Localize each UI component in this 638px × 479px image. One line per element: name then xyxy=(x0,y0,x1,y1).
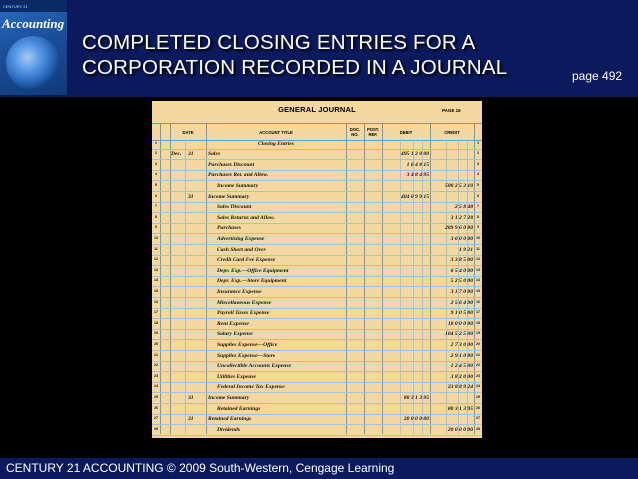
credit-amount: 2 5 6 4 90 xyxy=(450,299,473,306)
row-number-left: 27 xyxy=(154,416,158,421)
row-number-left: 14 xyxy=(154,278,158,283)
journal-row xyxy=(152,171,482,182)
row-number-left: 25 xyxy=(154,394,158,399)
row-number-right: 14 xyxy=(476,278,480,283)
account-title: Sales xyxy=(208,151,221,158)
row-number-right: 4 xyxy=(477,172,479,177)
credit-amount: 18 0 0 0 00 xyxy=(447,320,473,327)
row-number-right: 7 xyxy=(477,204,479,209)
journal-row xyxy=(152,425,482,436)
row-number-left: 28 xyxy=(154,426,158,431)
book-cover-title: Accounting xyxy=(2,16,65,31)
journal-row xyxy=(152,234,482,245)
row-number-left: 23 xyxy=(154,373,158,378)
credit-amount: 9 1 0 5 00 xyxy=(450,310,473,317)
row-number-right: 8 xyxy=(477,214,479,219)
account-title: Cash Short and Over xyxy=(217,246,266,253)
slide-title xyxy=(82,30,552,80)
row-number-left: 5 xyxy=(155,182,157,187)
credit-amount: 3 8 2 0 00 xyxy=(450,373,473,380)
account-title: Income Summary xyxy=(208,193,250,200)
account-title: Salary Expense xyxy=(217,331,253,338)
journal-row xyxy=(152,287,482,298)
credit-amount: 80 3 1 3 95 xyxy=(447,405,473,412)
row-number-right: 12 xyxy=(476,257,480,262)
credit-amount: 20 0 0 0 00 xyxy=(447,426,473,433)
row-number-left: 7 xyxy=(155,204,157,209)
journal-row xyxy=(152,203,482,214)
account-title: Miscellaneous Expense xyxy=(217,299,272,306)
journal-row xyxy=(152,383,482,394)
account-title: Uncollectible Accounts Expense xyxy=(217,363,292,370)
credit-amount: 3 6 0 0 00 xyxy=(450,235,473,242)
row-number-right: 10 xyxy=(476,235,480,240)
debit-amount: 495 1 2 0 00 xyxy=(401,151,429,158)
general-journal xyxy=(152,101,482,438)
row-number-right: 9 xyxy=(477,225,479,230)
credit-amount: 104 5 2 5 00 xyxy=(445,331,473,338)
date-day: 31 xyxy=(188,416,194,423)
journal-row xyxy=(152,340,482,351)
row-number-left: 13 xyxy=(154,267,158,272)
account-title: Depr. Exp.—Store Equipment xyxy=(217,278,287,285)
row-number-left: 26 xyxy=(154,405,158,410)
row-number-right: 5 xyxy=(477,182,479,187)
slide-footer: CENTURY 21 ACCOUNTING © 2009 South-Western, Cengage Learning xyxy=(0,458,638,479)
journal-row xyxy=(152,213,482,224)
row-number-left: 4 xyxy=(155,172,157,177)
row-number-right: 6 xyxy=(477,193,479,198)
row-number-right: 17 xyxy=(476,310,480,315)
account-title: Sales Returns and Allow. xyxy=(217,214,275,221)
debit-amount: 80 3 1 3 95 xyxy=(403,394,429,401)
date-day: 31 xyxy=(188,151,194,158)
account-title: Federal Income Tax Expense xyxy=(217,384,285,391)
row-number-right: 16 xyxy=(476,299,480,304)
journal-row xyxy=(152,309,482,320)
row-number-right: 26 xyxy=(476,405,480,410)
journal-row xyxy=(152,192,482,203)
debit-amount: 20 0 0 0 00 xyxy=(403,416,429,423)
debit-amount: 1 6 4 8 15 xyxy=(406,161,429,168)
row-number-left: 6 xyxy=(155,193,157,198)
journal-row xyxy=(152,319,482,330)
row-number-right: 13 xyxy=(476,267,480,272)
account-title: Advertising Expense xyxy=(217,235,265,242)
date-month: Dec. xyxy=(171,151,182,158)
row-number-right: 25 xyxy=(476,394,480,399)
journal-row xyxy=(152,224,482,235)
journal-row xyxy=(152,245,482,256)
journal-row xyxy=(152,404,482,415)
row-number-left: 17 xyxy=(154,310,158,315)
slide-title-line-1: COMPLETED CLOSING ENTRIES FOR A xyxy=(82,31,476,54)
row-number-right: 20 xyxy=(476,341,480,346)
journal-row xyxy=(152,181,482,192)
post-ref-column-header: POST. REF. xyxy=(366,127,380,137)
journal-row xyxy=(152,266,482,277)
account-title: Credit Card Fee Expense xyxy=(217,257,276,264)
credit-amount: 3 1 2 7 28 xyxy=(450,214,473,221)
row-number-right: 19 xyxy=(476,331,480,336)
journal-row xyxy=(152,372,482,383)
journal-row xyxy=(152,330,482,341)
date-column-header: DATE xyxy=(182,129,194,135)
credit-amount: 23 8 8 9 24 xyxy=(447,384,473,391)
row-number-left: 18 xyxy=(154,320,158,325)
row-number-left: 9 xyxy=(155,225,157,230)
account-title: Dividends xyxy=(217,426,240,433)
credit-amount: 1 9 21 xyxy=(459,246,473,253)
account-title: Purchases xyxy=(217,225,241,232)
row-number-left: 12 xyxy=(154,257,158,262)
account-title: Retained Earnings xyxy=(208,416,252,423)
book-cover-small-text: CENTURY 21 xyxy=(3,4,28,9)
row-number-left: 21 xyxy=(154,352,158,357)
row-number-left: 10 xyxy=(154,235,158,240)
account-title: Supplies Expense—Store xyxy=(217,352,276,359)
journal-page-label: PAGE 16 xyxy=(442,108,461,113)
journal-row xyxy=(152,351,482,362)
credit-amount: 3 1 7 0 00 xyxy=(450,288,473,295)
account-title-column-header: ACCOUNT TITLE xyxy=(259,129,293,135)
account-title: Payroll Taxes Expense xyxy=(217,310,270,317)
row-number-left: 24 xyxy=(154,384,158,389)
row-number-right: 22 xyxy=(476,363,480,368)
row-number-left: 11 xyxy=(154,246,158,251)
account-title: Insurance Expense xyxy=(217,288,262,295)
account-title: Rent Expense xyxy=(217,320,249,327)
row-number-right: 11 xyxy=(476,246,480,251)
journal-row xyxy=(152,256,482,267)
journal-row xyxy=(152,393,482,404)
credit-amount: 209 9 6 0 00 xyxy=(445,225,473,232)
row-number-right: 15 xyxy=(476,288,480,293)
account-title: Purchases Ret. and Allow. xyxy=(208,172,269,179)
credit-amount: 5 2 5 0 00 xyxy=(450,278,473,285)
account-title: Retained Earnings xyxy=(217,405,261,412)
row-number-right: 18 xyxy=(476,320,480,325)
row-number-right: 23 xyxy=(476,373,480,378)
journal-row xyxy=(152,362,482,373)
account-title: Sales Discount xyxy=(217,204,252,211)
credit-column-header: CREDIT xyxy=(444,129,460,135)
slide-header xyxy=(0,0,638,97)
row-number-left: 1 xyxy=(155,140,157,145)
row-number-left: 8 xyxy=(155,214,157,219)
row-number-left: 20 xyxy=(154,341,158,346)
row-number-right: 27 xyxy=(476,416,480,421)
credit-amount: 2 7 3 0 00 xyxy=(450,341,473,348)
date-day: 31 xyxy=(188,394,194,401)
credit-amount: 6 5 4 0 00 xyxy=(450,267,473,274)
row-number-right: 1 xyxy=(477,140,479,145)
date-day: 31 xyxy=(188,193,194,200)
journal-row xyxy=(152,415,482,426)
account-title: Utilities Expense xyxy=(217,373,257,380)
journal-row xyxy=(152,298,482,309)
credit-amount: 3 3 8 5 00 xyxy=(450,257,473,264)
page-reference: page 492 xyxy=(572,69,623,83)
journal-row xyxy=(152,150,482,161)
account-title: Purchases Discount xyxy=(208,161,255,168)
credit-amount: 1 2 4 5 00 xyxy=(450,363,473,370)
book-cover-image xyxy=(0,0,67,95)
account-title: Supplies Expense—Office xyxy=(217,341,278,348)
slide-title-line-2: CORPORATION RECORDED IN A JOURNAL xyxy=(82,56,508,79)
journal-row xyxy=(152,160,482,171)
row-number-left: 22 xyxy=(154,363,158,368)
row-number-left: 19 xyxy=(154,331,158,336)
doc-no-column-header: DOC. NO. xyxy=(349,127,361,137)
row-number-right: 21 xyxy=(476,352,480,357)
credit-amount: 500 2 5 3 10 xyxy=(445,182,473,189)
row-number-left: 16 xyxy=(154,299,158,304)
journal-row xyxy=(152,277,482,288)
debit-amount: 404 0 9 9 15 xyxy=(401,193,429,200)
row-number-right: 28 xyxy=(476,426,480,431)
row-number-left: 2 xyxy=(155,151,157,156)
credit-amount: 2 9 1 0 00 xyxy=(450,352,473,359)
journal-row xyxy=(152,139,482,150)
account-title: Income Summary xyxy=(217,182,259,189)
book-cover-swirl xyxy=(6,36,60,90)
row-number-right: 2 xyxy=(477,151,479,156)
row-number-right: 24 xyxy=(476,384,480,389)
account-title: Depr. Exp.—Office Equipment xyxy=(217,267,289,274)
debit-amount: 3 4 8 4 95 xyxy=(406,172,429,179)
row-number-left: 15 xyxy=(154,288,158,293)
journal-title: GENERAL JOURNAL xyxy=(278,105,356,114)
row-number-right: 3 xyxy=(477,161,479,166)
account-title: Closing Entries xyxy=(258,140,294,147)
credit-amount: 2 5 8 48 xyxy=(454,204,473,211)
debit-column-header: DEBIT xyxy=(399,129,413,135)
row-number-left: 3 xyxy=(155,161,157,166)
account-title: Income Summary xyxy=(208,394,250,401)
